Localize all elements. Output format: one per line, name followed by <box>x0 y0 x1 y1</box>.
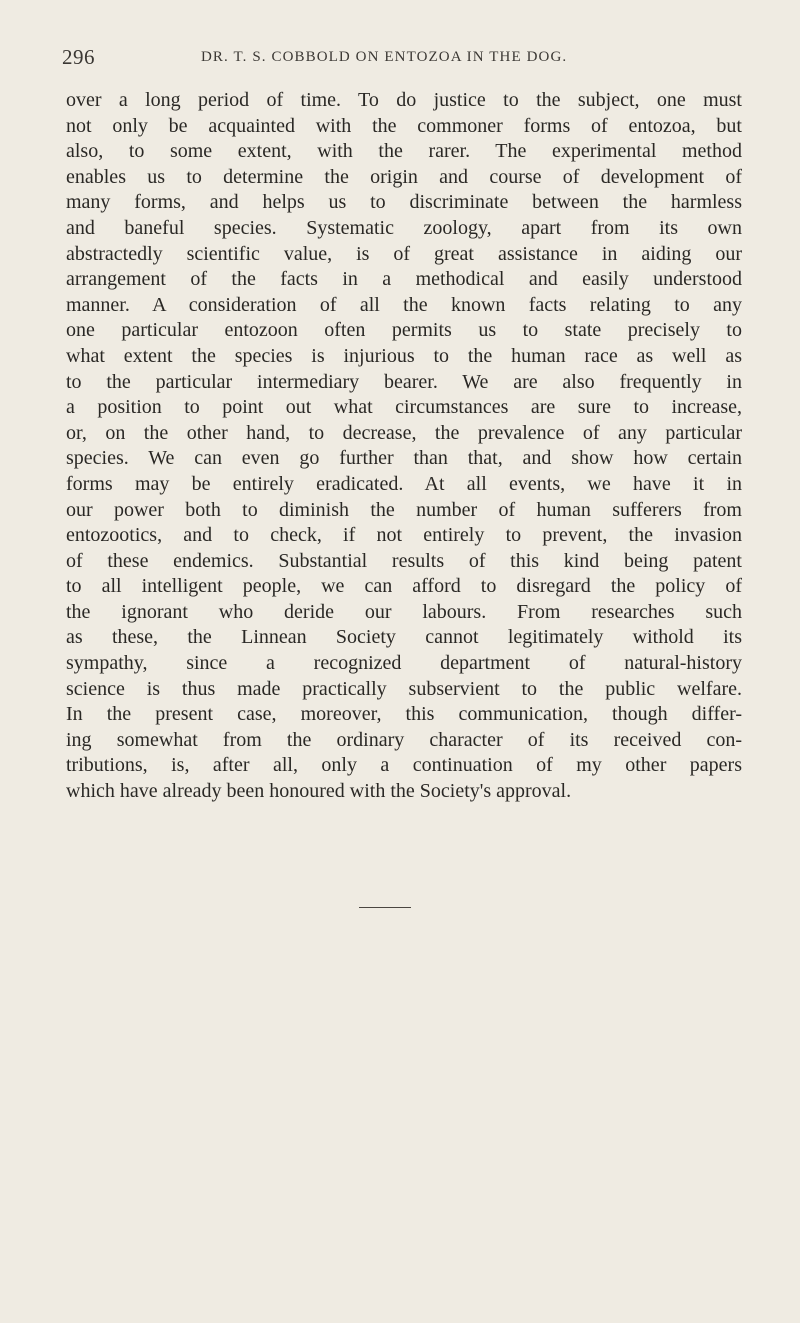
text-line: or, on the other hand, to decrease, the prevalence of any particular <box>66 421 742 444</box>
text-line: forms may be entirely eradicated. At all events, we have it in <box>66 472 742 495</box>
text-line: also, to some extent, with the rarer. The experimental method <box>66 140 742 163</box>
running-head <box>62 45 738 73</box>
text-line: a position to point out what circumstances are sure to increase, <box>66 396 742 419</box>
text-line: In the present case, moreover, this communication, though differ- <box>66 703 742 726</box>
end-rule <box>359 907 411 908</box>
text-line: entozootics, and to check, if not entirely to prevent, the invasion <box>66 524 742 547</box>
text-line: over a long period of time. To do justice to the subject, one must <box>66 89 742 111</box>
text-line: sympathy, since a recognized department of natural-history <box>66 652 742 675</box>
text-line: not only be acquainted with the commoner forms of entozoa, but <box>66 114 742 137</box>
text-line: enables us to determine the origin and course of development of <box>66 165 742 188</box>
text-line: tributions, is, after all, only a continuation of my other papers <box>66 754 742 777</box>
text-line: one particular entozoon often permits us to state precisely to <box>66 319 742 342</box>
text-line: the ignorant who deride our labours. From researches such <box>66 600 742 623</box>
text-line: science is thus made practically subservient to the public welfare. <box>66 677 742 700</box>
text-line: to the particular intermediary bearer. We are also frequently in <box>66 370 742 393</box>
text-line: to all intelligent people, we can afford to disregard the policy of <box>66 575 742 598</box>
text-line: abstractedly scientific value, is of great assistance in aiding our <box>66 242 742 265</box>
text-line: manner. A consideration of all the known facts relating to any <box>66 293 742 316</box>
text-line: which have already been honoured with the Society's approval. <box>66 780 572 803</box>
text-line: our power both to diminish the number of human sufferers from <box>66 498 742 521</box>
text-line: species. We can even go further than that, and show how certain <box>66 447 742 470</box>
body-paragraph <box>66 88 742 805</box>
text-line: as these, the Linnean Society cannot legitimately withold its <box>66 626 742 649</box>
text-line: and baneful species. Systematic zoology, apart from its own <box>66 216 742 239</box>
text-line: arrangement of the facts in a methodical and easily understood <box>66 268 742 291</box>
page-number: 296 <box>62 45 95 69</box>
text-line: ing somewhat from the ordinary character of its received con- <box>66 728 742 751</box>
text-line: what extent the species is injurious to the human race as well as <box>66 344 742 367</box>
text-line: many forms, and helps us to discriminate between the harmless <box>66 191 742 214</box>
text-line: of these endemics. Substantial results of this kind being patent <box>66 549 742 572</box>
running-title: DR. T. S. COBBOLD ON ENTOZOA IN THE DOG. <box>201 49 568 65</box>
